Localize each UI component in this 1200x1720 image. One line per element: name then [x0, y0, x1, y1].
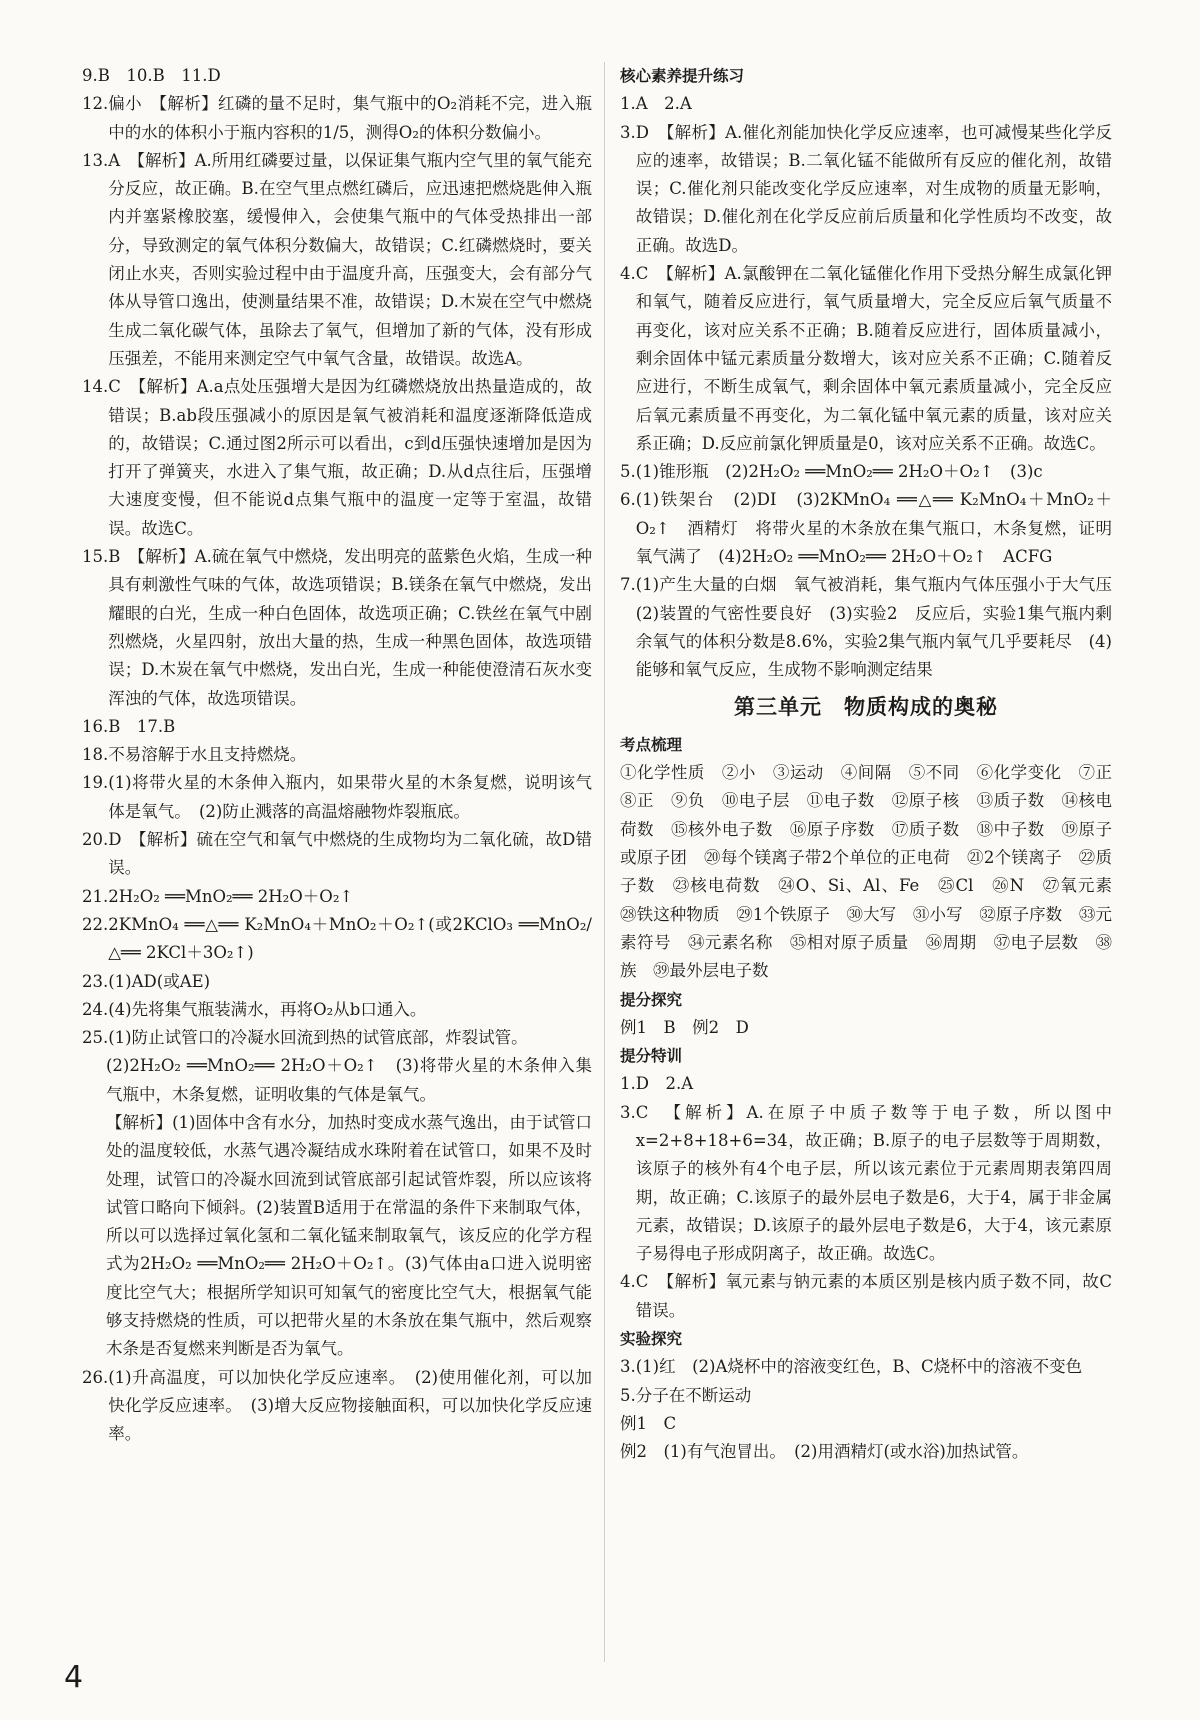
right-column: [620, 62, 1129, 1467]
answer-text: C 【解析】A.氯酸钾在二氧化锰催化作用下受热分解生成氯化钾和氧气，随着反应进行，氧气质量增大，完全反应后氧气质量不再变化，该对应关系不正确；B.随着反应进行，固体质量减小，剩余固体中锰元素质量分数增大，该对应关系不正确；C.随着反应进行，不断生成氧气，剩余固体中氧元素质量减小，完全反应后氧元素质量不再变化，为二氧化锰中氧元素的质量，该对应关系正确；D.反应前氯化钾质量是0，该对应关系不正确。故选C。: [635, 264, 1112, 453]
answer-text: 例1 B 例2 D: [620, 1017, 749, 1037]
answer-number: 3.: [620, 122, 636, 142]
answer-entry: [82, 1052, 592, 1109]
answer-entry: [620, 119, 1112, 260]
section-heading: 提分探究: [620, 990, 683, 1009]
answer-entry: [82, 769, 592, 826]
answer-number: 5.: [620, 1385, 636, 1405]
answer-entry: [620, 571, 1129, 684]
section-heading: 核心素养提升练习: [620, 67, 745, 85]
answer-entry: [82, 62, 592, 90]
answer-number: 15.: [82, 547, 109, 567]
answer-text: ①化学性质 ②小 ③运动 ④间隔 ⑤不同 ⑥化学变化 ⑦正 ⑧正 ⑨负 ⑩电子层 ⑪电子数 ⑫原子核 ⑬质子数 ⑭核电荷数 ⑮核外电子数 ⑯原子序数 ⑰质子数 ⑱中子数 ⑲原子或原子团 ⑳每个镁离子带2个单位的正电荷 ㉑2个镁离子 ㉒质子数 ㉓核电荷数 ㉔O、Si、Al、Fe ㉕Cl ㉖N ㉗氧元素 ㉘铁这种物质 ㉙1个铁原子 ㉚大写 ㉛小写 ㉜原子序数 ㉝元素符号 ㉞元素名称 ㉟相对原子质量 ㊱周期 ㊲电子层数 ㊳族 ㊴最外层电子数: [620, 763, 1129, 981]
left-column: [82, 62, 592, 1449]
answer-text: (1)升高温度，可以加快化学反应速率。 (2)使用催化剂，可以加快化学反应速率。 (3)增大反应物接触面积，可以加快化学反应速率。: [108, 1367, 592, 1444]
answer-number: 4.: [620, 1272, 636, 1292]
answer-text: (1)将带火星的木条伸入瓶内，如果带火星的木条复燃，说明该气体是氧气。 (2)防止溅落的高温熔融物炸裂瓶底。: [108, 773, 592, 821]
answer-number: 3.: [620, 1357, 636, 1377]
answer-text: 16.B 17.B: [82, 716, 176, 736]
answer-text: 9.B 10.B 11.D: [82, 66, 221, 85]
answer-text: (1)红 (2)A烧杯中的溶液变红色，B、C烧杯中的溶液不变色: [635, 1357, 1083, 1377]
answer-entry: [82, 741, 592, 769]
answer-entry: [82, 90, 592, 147]
answer-text: 不易溶解于水且支持燃烧。: [108, 745, 307, 765]
section-heading: 实验探究: [620, 1330, 683, 1349]
answer-text: 1.A 2.A: [620, 94, 692, 114]
chemical-equation: 2H₂O₂ ══MnO₂══ 2H₂O＋O₂↑: [108, 886, 354, 906]
answer-number: 20.: [82, 830, 109, 850]
answer-text: 例2 (1)有气泡冒出。 (2)用酒精灯(或水浴)加热试管。: [620, 1442, 1029, 1462]
chemical-equation: 2KMnO₄ ══△══ K₂MnO₄＋MnO₂＋O₂↑(或2KClO₃ ══MnO₂/△══ 2KCl＋3O₂↑): [108, 914, 592, 963]
answer-entry: [620, 90, 1112, 118]
answer-number: 24.: [82, 999, 109, 1019]
answer-entry: [82, 996, 592, 1024]
section-heading: 提分特训: [620, 1047, 683, 1066]
answer-text: (1)产生大量的白烟 氧气被消耗，集气瓶内气体压强小于大气压 (2)装置的气密性要良好 (3)实验2 反应后，实验1集气瓶内剩余氧气的体积分数是8.6%，实验2集气瓶内氧气几乎要耗尽 (4)能够和氧气反应，生成物不影响测定结果: [635, 575, 1129, 680]
answer-text: (1)锥形瓶 (2)2H₂O₂ ══MnO₂══ 2H₂O＋O₂↑ (3)c: [635, 462, 1043, 482]
page-number: 4: [64, 1660, 84, 1695]
answer-text: D 【解析】硫在空气和氧气中燃烧的生成物均为二氧化硫，故D错误。: [108, 830, 592, 878]
answer-entry: [620, 1438, 1112, 1466]
unit-title: 第三单元 物质构成的奥秘: [734, 694, 998, 719]
analysis-text: 【解析】(1)固体中含有水分，加热时变成水蒸气逸出，由于试管口处的温度较低，水蒸气遇冷凝结成水珠附着在试管口，如果不及时处理，试管口的冷凝水回流到试管底部引起试管炸裂，所以应该将试管口略向下倾斜。(2)装置B适用于在常温的条件下来制取气体，所以可以选择过氧化氢和二氧化锰来制取氧气，该反应的化学方程式为2H₂O₂ ══MnO₂══ 2H₂O＋O₂↑。(3)气体由a口进入说明密度比空气大；根据所学知识可知氧气的密度比空气大，根据氧气能够支持燃烧的性质，可以把带火星的木条放在集气瓶中，然后观察木条是否复燃来判断是否为氧气。: [106, 1112, 592, 1359]
answer-text: 分子在不断运动: [635, 1385, 752, 1405]
answer-text: C 【解析】A.在原子中质子数等于电子数，所以图中x=2+8+18+6=34，故正确；B.原子的电子层数等于周期数，该原子的核外有4个电子层，所以该元素位于元素周期表第四周期，故正确；C.该原子的最外层电子数是6，大于4，属于非金属元素，故错误；D.该原子的最外层电子数是6，大于4，该元素原子易得电子形成阴离子，故正确。故选C。: [635, 1102, 1112, 1264]
answer-text: 1.D 2.A: [620, 1074, 694, 1094]
answer-text: (1)铁架台 (2)DI (3)2KMnO₄ ══△══ K₂MnO₄＋MnO₂＋O₂↑ 酒精灯 将带火星的木条放在集气瓶口，木条复燃，证明氧气满了 (4)2H₂O₂ ══MnO₂══ 2H₂O＋O₂↑ ACFG: [635, 490, 1112, 567]
answer-text: (2)2H₂O₂ ══MnO₂══ 2H₂O＋O₂↑ (3)将带火星的木条伸入集气瓶中，木条复燃，证明收集的气体是氧气。: [106, 1056, 592, 1104]
answer-text: A 【解析】A.所用红磷要过量，以保证集气瓶内空气里的氧气能充分反应，故正确。B.在空气里点燃红磷后，应迅速把燃烧匙伸入瓶内并塞紧橡胶塞，缓慢伸入，会使集气瓶中的气体受热排出一部分，导致测定的氧气体积分数偏大，故错误；C.红磷燃烧时，要关闭止水夹，否则实验过程中由于温度升高，压强变大，会有部分气体从导管口逸出，使测量结果不准，故错误；D.木炭在空气中燃烧生成二氧化碳气体，虽除去了氧气，但增加了新的气体，没有形成压强差，不能用来测定空气中氧气含量，故错误。故选A。: [108, 150, 592, 368]
section-heading: 考点梳理: [620, 735, 683, 754]
answer-entry: [620, 1014, 1112, 1042]
answer-number: 7.: [620, 575, 636, 595]
answer-text: B 【解析】A.硫在氧气中燃烧，发出明亮的蓝紫色火焰，生成一种具有刺激性气味的气体，故选项错误；B.镁条在氧气中燃烧，发出耀眼的白光，生成一种白色固体，故选项正确；C.铁丝在氧气中剧烈燃烧，火星四射，放出大量的热，生成一种黑色固体，故选项错误；D.木炭在氧气中燃烧，发出白光，生成一种能使澄清石灰水变浑浊的气体，故选项错误。: [108, 547, 592, 708]
answer-text: (1)AD(或AE): [108, 971, 211, 991]
answer-entry: [82, 543, 592, 713]
answer-text: C 【解析】氧元素与钠元素的本质区别是核内质子数不同，故C错误。: [635, 1272, 1112, 1320]
answer-text: D 【解析】A.催化剂能加快化学反应速率，也可减慢某些化学反应的速率，故错误；B.二氧化锰不能做所有反应的催化剂，故错误；C.催化剂只能改变化学反应速率，对生成物的质量无影响，故错误；D.催化剂在化学反应前后质量和化学性质均不改变，故正确。故选D。: [635, 122, 1112, 255]
answer-entry: [82, 373, 592, 543]
answer-number: 19.: [82, 773, 109, 793]
answer-entry: [82, 1109, 592, 1364]
answer-entry: [82, 1364, 592, 1449]
answer-number: 3.: [620, 1102, 636, 1122]
answer-entry: [82, 147, 592, 373]
answer-entry: [82, 883, 592, 911]
answer-number: 23.: [82, 971, 109, 991]
answer-number: 25.: [82, 1028, 109, 1048]
answer-number: 13.: [82, 150, 109, 170]
answer-entry: [620, 1410, 1112, 1438]
answer-text: (4)先将集气瓶装满水，再将O₂从b口通入。: [108, 999, 427, 1019]
answer-entry: [620, 1382, 1112, 1410]
answer-text: C 【解析】A.a点处压强增大是因为红磷燃烧放出热量造成的，故错误；B.ab段压强减小的原因是氧气被消耗和温度逐渐降低造成的，故错误；C.通过图2所示可以看出，c到d压强快速增加是因为打开了弹簧夹，水进入了集气瓶，故正确；D.从d点往后，压强增大速度变慢，但不能说d点集气瓶中的温度一定等于室温，故错误。故选C。: [108, 377, 592, 538]
answer-number: 22.: [82, 914, 109, 934]
column-divider: [604, 62, 605, 1662]
answer-number: 18.: [82, 745, 109, 765]
answer-number: 26.: [82, 1367, 109, 1387]
answer-text: 例1 C: [620, 1413, 677, 1433]
answer-entry: [620, 1070, 1112, 1098]
answer-entry: [620, 458, 1112, 486]
answer-entry: [620, 1353, 1112, 1381]
answer-entry: [82, 911, 592, 968]
answer-number: 12.: [82, 94, 109, 114]
answer-text: 偏小 【解析】红磷的量不足时，集气瓶中的O₂消耗不完，进入瓶中的水的体积小于瓶内容积的1/5，测得O₂的体积分数偏小。: [108, 94, 592, 142]
answer-entry: [82, 826, 592, 883]
answer-number: 14.: [82, 377, 109, 397]
answer-entry: [620, 1268, 1112, 1325]
answer-entry: [82, 1024, 592, 1052]
answer-text: (1)防止试管口的冷凝水回流到热的试管底部，炸裂试管。: [108, 1028, 528, 1048]
answer-entry: [82, 968, 592, 996]
answer-entry: [620, 260, 1112, 458]
answer-number: 4.: [620, 264, 636, 284]
answer-number: 6.: [620, 490, 636, 510]
answer-entry: [620, 759, 1129, 985]
answer-entry: [82, 713, 592, 741]
answer-entry: [620, 486, 1112, 571]
answer-number: 21.: [82, 886, 109, 906]
answer-entry: [620, 1099, 1112, 1269]
answer-number: 5.: [620, 462, 636, 482]
